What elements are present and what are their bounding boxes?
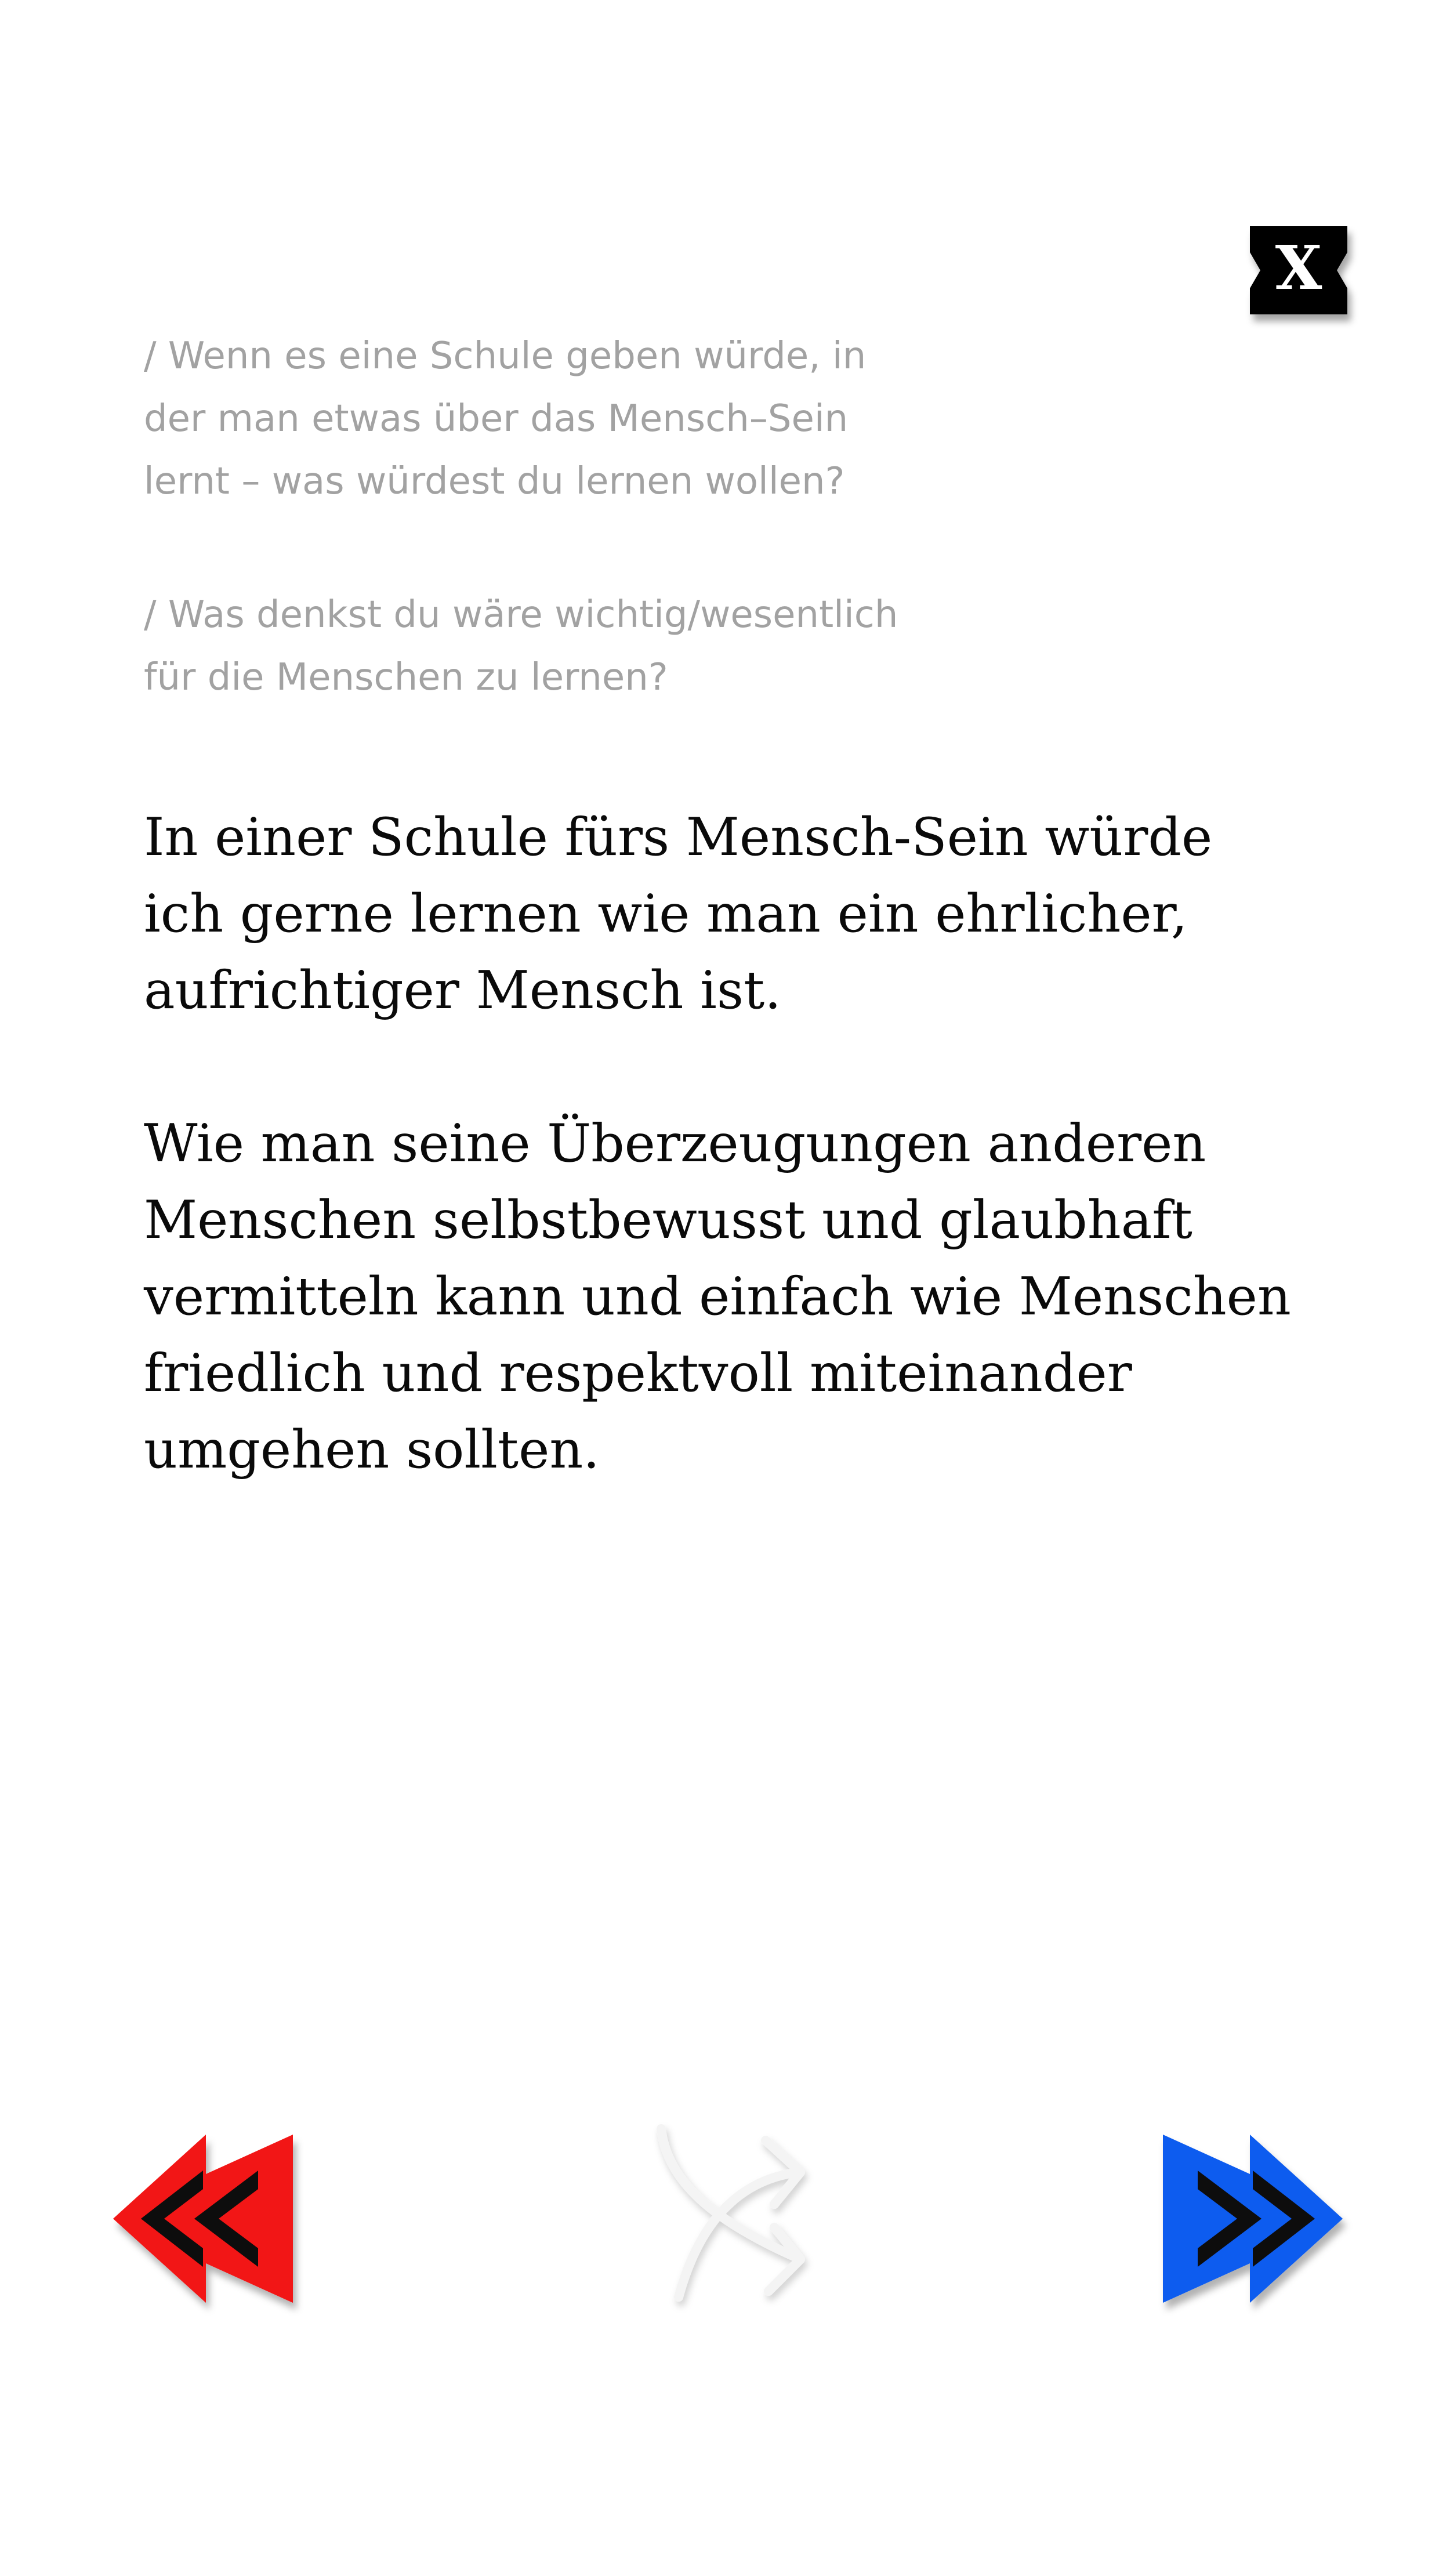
question-list: [144, 325, 1014, 709]
double-chevron-right-icon: [1163, 2135, 1343, 2303]
shuffle-button[interactable]: [644, 2117, 818, 2314]
answer-paragraph-2: Wie man seine Überzeugungen anderen Menschen selbstbewusst und glaubhaft vermitteln kann und einfach wie Menschen friedlich und respektvoll miteinander umgehen sollten.: [144, 1113, 1291, 1480]
next-button[interactable]: [1163, 2135, 1343, 2303]
answer-paragraph-1: In einer Schule fürs Mensch-Sein würde ich gerne lernen wie man ein ehrlicher, aufrichtiger Mensch ist.: [144, 807, 1213, 1021]
close-x-icon: [1250, 226, 1347, 314]
svg-text:X: X: [1275, 232, 1322, 303]
shuffle-icon: [644, 2117, 818, 2314]
double-chevron-left-icon: [113, 2135, 293, 2303]
answer-text: [144, 799, 1362, 1488]
question-2: / Was denkst du wäre wichtig/wesentlich für die Menschen zu lernen?: [144, 593, 898, 699]
previous-button[interactable]: [113, 2135, 293, 2303]
close-button[interactable]: [1250, 226, 1347, 314]
question-1: / Wenn es eine Schule geben würde, in der man etwas über das Mensch–Sein lernt – was würdest du lernen wollen?: [144, 335, 867, 503]
